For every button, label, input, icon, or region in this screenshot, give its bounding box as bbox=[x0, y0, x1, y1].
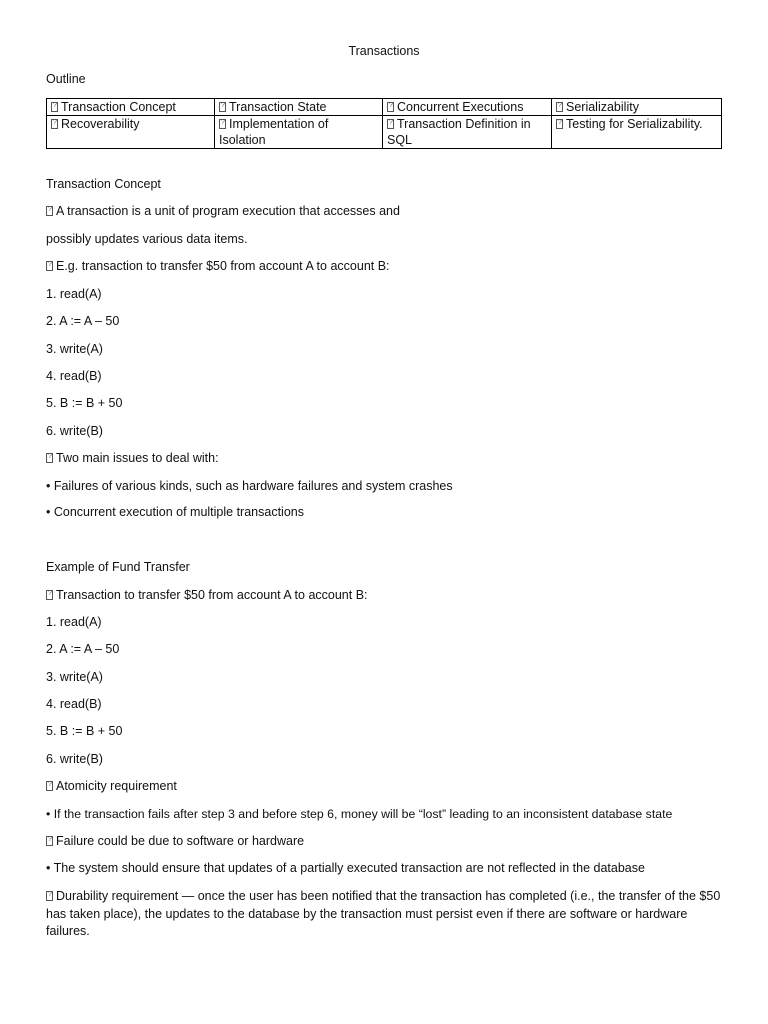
missing-glyph-icon bbox=[387, 119, 394, 129]
section-heading-transaction-concept: Transaction Concept bbox=[46, 177, 161, 191]
text-line: ?Failure could be due to software or hardware bbox=[46, 833, 726, 850]
text-line: ?Transaction to transfer $50 from account A to account B: bbox=[46, 587, 726, 604]
document-title: Transactions bbox=[348, 44, 420, 58]
outline-cell: ?Transaction Definition in SQL bbox=[383, 116, 552, 149]
missing-glyph-icon bbox=[51, 119, 58, 129]
step-line: 3. write(A) bbox=[46, 670, 103, 684]
step-line: 5. B := B + 50 bbox=[46, 396, 123, 410]
step-line: 2. A := A – 50 bbox=[46, 642, 120, 656]
outline-row bbox=[47, 99, 722, 116]
bullet-line: • If the transaction fails after step 3 and before step 6, money will be “lost” leading to an inconsistent database state bbox=[46, 807, 673, 821]
step-line: 4. read(B) bbox=[46, 697, 102, 711]
missing-glyph-icon bbox=[46, 206, 53, 216]
bullet-line: • Concurrent execution of multiple transactions bbox=[46, 505, 304, 519]
step-line: 2. A := A – 50 bbox=[46, 314, 120, 328]
step-line: 6. write(B) bbox=[46, 424, 103, 438]
bullet-line: • The system should ensure that updates of a partially executed transaction are not reflected in the database bbox=[46, 861, 645, 875]
step-line: 6. write(B) bbox=[46, 752, 103, 766]
missing-glyph-icon bbox=[556, 102, 563, 112]
missing-glyph-icon bbox=[46, 261, 53, 271]
text-line: ?Atomicity requirement bbox=[46, 778, 726, 795]
outline-row bbox=[47, 116, 722, 149]
missing-glyph-icon bbox=[219, 102, 226, 112]
missing-glyph-icon bbox=[46, 781, 53, 791]
outline-cell: ? Serializability bbox=[552, 99, 722, 116]
missing-glyph-icon bbox=[219, 119, 226, 129]
step-line: 5. B := B + 50 bbox=[46, 724, 123, 738]
paragraph-durability: ?Durability requirement — once the user has been notified that the transaction has completed (i.e., the transfer of the $50 has taken place), the updates to the database by the transaction must persist even if there are software or hardware failures. bbox=[46, 888, 726, 941]
section-heading-fund-transfer: Example of Fund Transfer bbox=[46, 560, 190, 574]
missing-glyph-icon bbox=[46, 836, 53, 846]
outline-cell: ? Transaction State bbox=[215, 99, 383, 116]
missing-glyph-icon bbox=[46, 590, 53, 600]
outline-cell: ? Concurrent Executions bbox=[383, 99, 552, 116]
text-line: possibly updates various data items. bbox=[46, 232, 248, 246]
outline-cell: ?Transaction Concept bbox=[47, 99, 215, 116]
step-line: 1. read(A) bbox=[46, 287, 102, 301]
outline-cell: ? Implementation of Isolation bbox=[215, 116, 383, 149]
missing-glyph-icon bbox=[556, 119, 563, 129]
missing-glyph-icon bbox=[387, 102, 394, 112]
missing-glyph-icon bbox=[46, 891, 53, 901]
outline-table bbox=[46, 98, 722, 149]
outline-cell: ?Testing for Serializability. bbox=[552, 116, 722, 149]
text-line: ?E.g. transaction to transfer $50 from account A to account B: bbox=[46, 258, 726, 275]
step-line: 3. write(A) bbox=[46, 342, 103, 356]
outline-cell: ?Recoverability bbox=[47, 116, 215, 149]
text-line: ?Two main issues to deal with: bbox=[46, 450, 726, 467]
missing-glyph-icon bbox=[46, 453, 53, 463]
step-line: 1. read(A) bbox=[46, 615, 102, 629]
outline-label: Outline bbox=[46, 72, 86, 86]
missing-glyph-icon bbox=[51, 102, 58, 112]
step-line: 4. read(B) bbox=[46, 369, 102, 383]
bullet-line: • Failures of various kinds, such as hardware failures and system crashes bbox=[46, 479, 453, 493]
text-line: ?A transaction is a unit of program execution that accesses and bbox=[46, 203, 726, 220]
